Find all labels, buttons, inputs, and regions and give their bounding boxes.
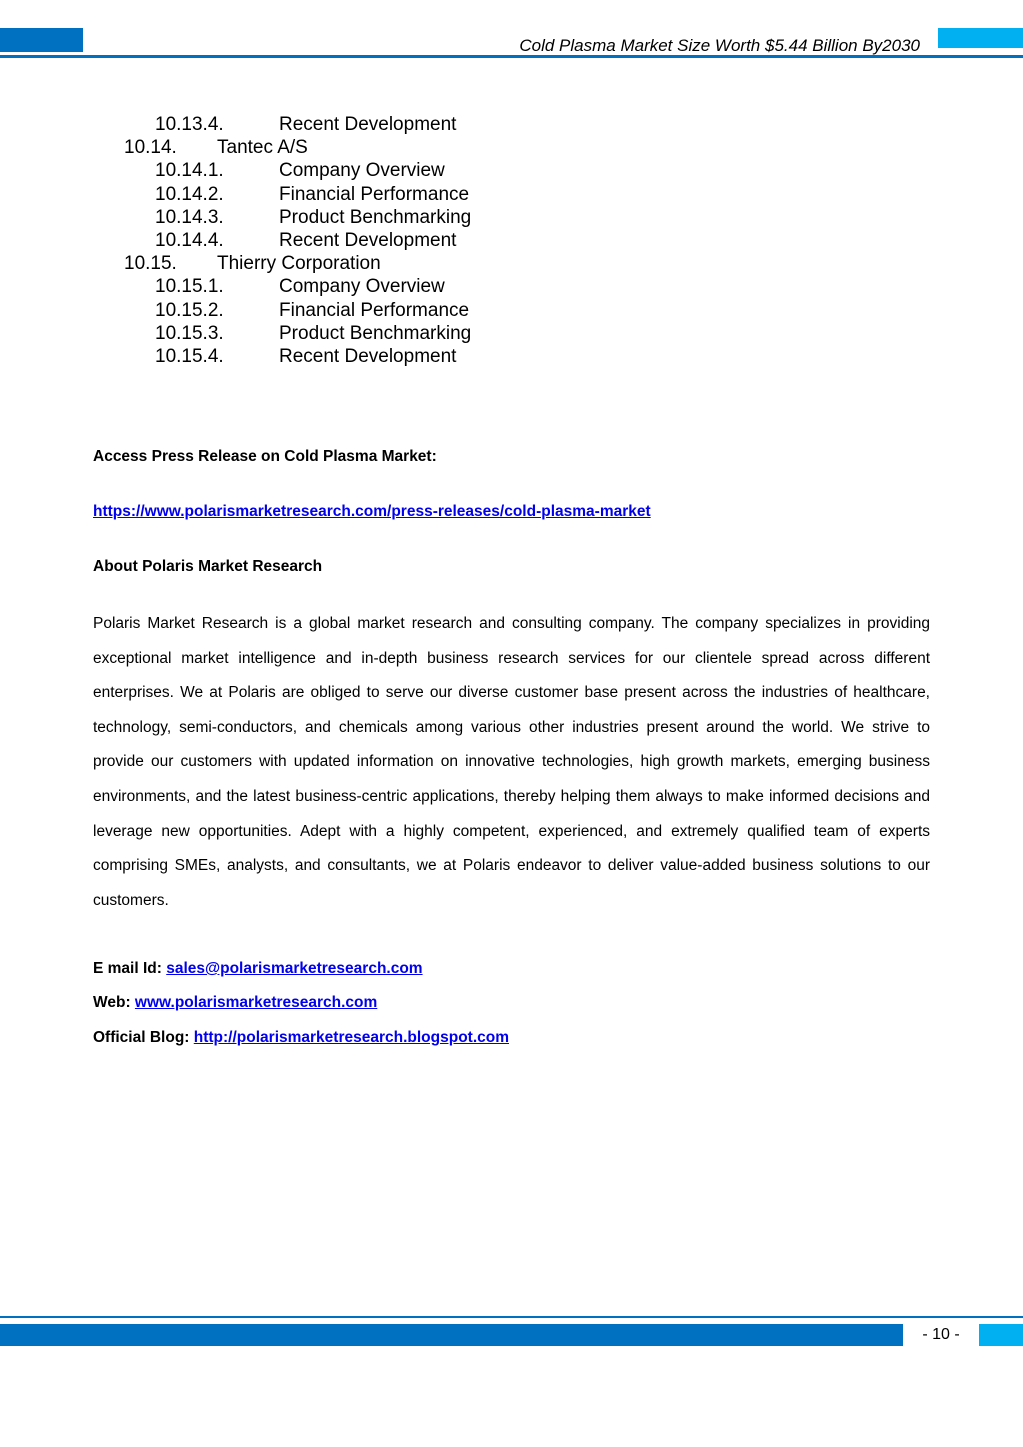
toc-text: Thierry Corporation (217, 253, 381, 275)
toc-text: Financial Performance (279, 183, 470, 205)
toc-number: 10.14.1. (155, 160, 224, 182)
blog-link[interactable]: http://polarismarketresearch.blogspot.com (193, 1029, 510, 1046)
footer-rule (0, 1316, 1023, 1318)
blog-label: Official Blog: (93, 1029, 190, 1046)
toc-entry (0, 136, 1023, 159)
toc-text: Company Overview (279, 276, 445, 298)
press-release-heading: Access Press Release on Cold Plasma Market: (93, 448, 437, 465)
toc-entry (0, 206, 1023, 229)
about-heading: About Polaris Market Research (93, 558, 323, 575)
press-release-link[interactable]: https://www.polarismarketresearch.com/press-releases/cold-plasma-market (93, 503, 651, 520)
toc-text: Recent Development (279, 114, 457, 135)
toc-number: 10.14.4. (155, 229, 224, 251)
page-number: - 10 - (922, 1326, 960, 1343)
toc-number: 10.13.4. (155, 114, 224, 135)
toc-number: 10.15.2. (155, 299, 224, 321)
blog-line (93, 1029, 509, 1047)
toc-number: 10.15.3. (155, 322, 224, 344)
web-link[interactable]: www.polarismarketresearch.com (134, 994, 378, 1011)
footer-accent-right (979, 1324, 1023, 1346)
web-line (93, 994, 377, 1012)
toc-entry (0, 229, 1023, 252)
toc-number: 10.14.3. (155, 206, 224, 228)
email-line (93, 960, 423, 978)
toc-entry (0, 252, 1023, 275)
toc-text: Recent Development (279, 229, 457, 251)
toc-entry (0, 275, 1023, 298)
toc-number: 10.15.4. (155, 345, 224, 367)
toc-number: 10.15. (124, 253, 177, 275)
toc-number: 10.15.1. (155, 276, 224, 298)
header-accent-right (938, 28, 1023, 48)
email-link[interactable]: sales@polarismarketresearch.com (166, 960, 423, 977)
header-accent-left (0, 28, 83, 52)
toc-text: Product Benchmarking (279, 322, 472, 344)
toc-text: Recent Development (279, 345, 457, 367)
toc-entry (0, 159, 1023, 182)
about-paragraph: Polaris Market Research is a global market research and consulting company. The company specializes in providing exceptional market intelligence and in-depth business research services for our clientele spread across different enterprises. We at Polaris are obliged to serve our diverse customer base present across the industries of healthcare, technology, semi-conductors, and chemicals among various other industries present around the world. We strive to provide our customers with updated information on innovative technologies, high growth markets, emerging business environments, and the latest business-centric applications, thereby helping them always to make informed decisions and leverage new opportunities. Adept with a highly competent, experienced, and extremely qualified team of experts comprising SMEs, analysts, and consultants, we at Polaris endeavor to deliver value-added business solutions to our customers. (93, 615, 930, 909)
toc-entry (0, 299, 1023, 322)
toc-text: Financial Performance (279, 299, 470, 321)
toc-entry (0, 183, 1023, 206)
document-title: Cold Plasma Market Size Worth $5.44 Billion By2030 (519, 36, 920, 55)
toc-entry (0, 113, 1023, 136)
toc-number: 10.14. (124, 137, 177, 159)
toc-text: Company Overview (279, 160, 445, 182)
toc-text: Tantec A/S (217, 137, 308, 159)
web-label: Web: (93, 994, 131, 1011)
table-of-contents (0, 113, 1023, 368)
toc-entry (0, 322, 1023, 345)
toc-text: Product Benchmarking (279, 206, 472, 228)
toc-number: 10.14.2. (155, 183, 224, 205)
footer-bar (0, 1324, 903, 1346)
email-label: E mail Id: (93, 960, 162, 977)
header-rule (0, 55, 1023, 58)
toc-entry (0, 345, 1023, 368)
